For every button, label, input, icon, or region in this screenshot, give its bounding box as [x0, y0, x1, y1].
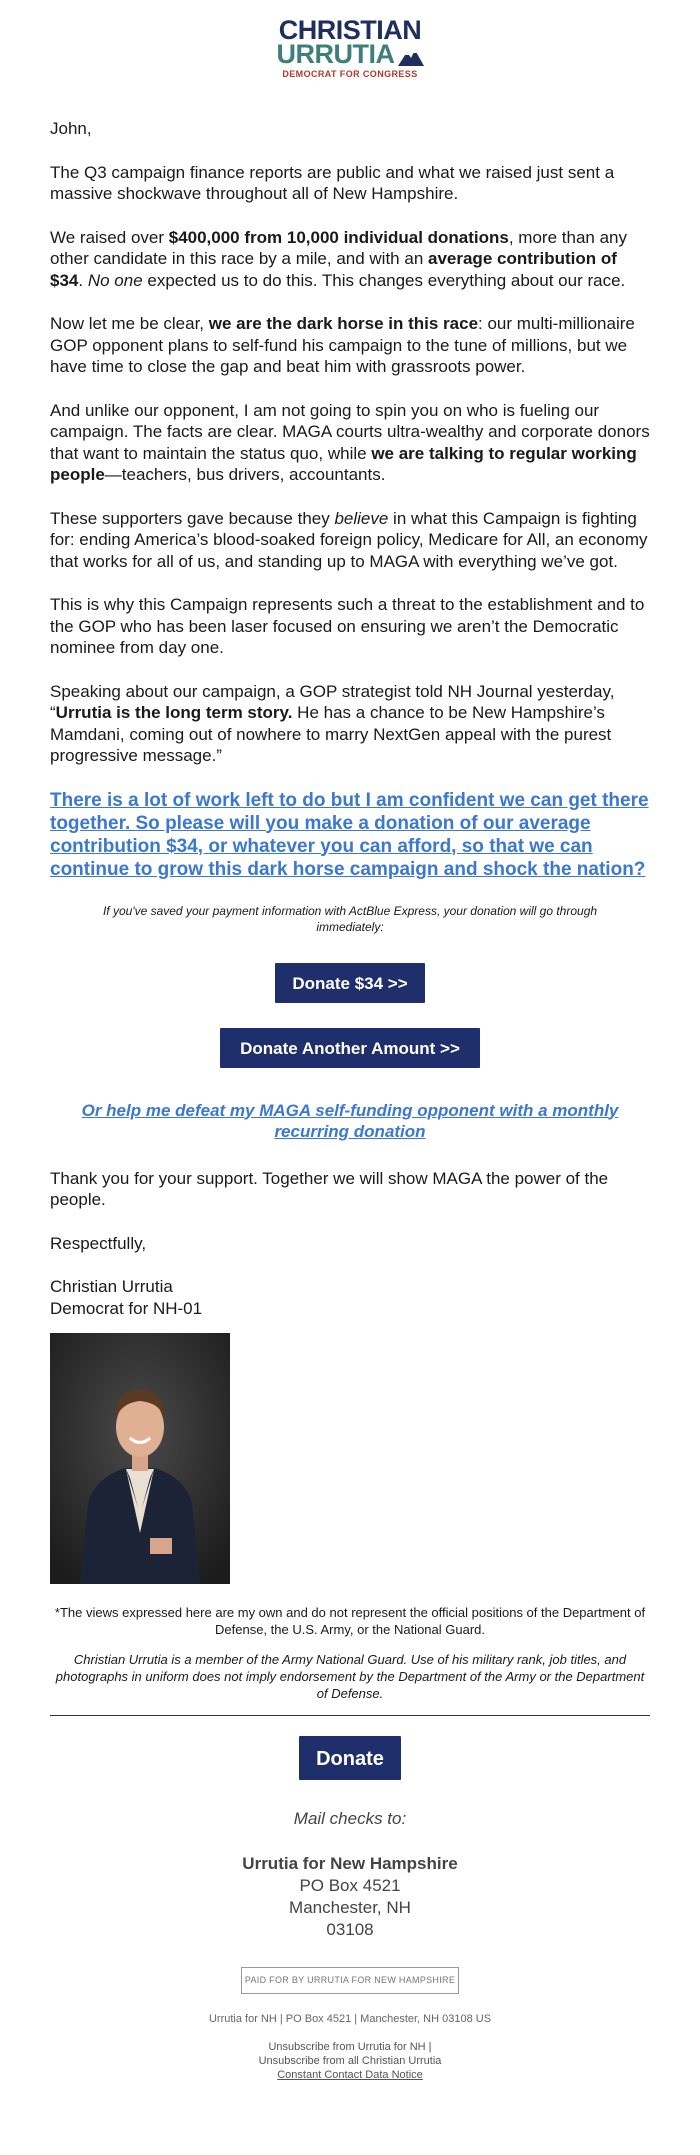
mail-org: Urrutia for New Hampshire	[242, 1853, 458, 1873]
bold-text: Urrutia is the long term story.	[55, 703, 293, 722]
signature	[50, 1276, 650, 1319]
actblue-express-note: If you've saved your payment information with ActBlue Express, your donation will go through immediately:	[102, 903, 598, 934]
logo-last-name: URRUTIA	[276, 39, 395, 69]
text: Speaking about our campaign, a GOP strategist told NH Journal yesterday, “	[50, 681, 615, 722]
monthly-donation-link[interactable]: Or help me defeat my MAGA self-funding opponent with a monthly recurring donation	[81, 1100, 619, 1141]
unsubscribe-block	[50, 2040, 650, 2082]
unsubscribe-org-link[interactable]: Unsubscribe from Urrutia for NH |	[268, 2041, 432, 2053]
text: And unlike our opponent, I am not going to spin you on who is fueling our campaign. The facts are clear. MAGA courts ultra-wealthy and corporate donors that want to maintain the status quo, while	[50, 400, 650, 463]
paragraph-4	[50, 400, 650, 486]
paid-for-box: PAID FOR BY URRUTIA FOR NEW HAMPSHIRE	[241, 1967, 459, 1995]
candidate-photo-image	[50, 1333, 230, 1584]
text: .	[78, 270, 88, 290]
text: We raised over	[50, 227, 169, 247]
donate-button[interactable]: Donate	[299, 1736, 401, 1780]
thanks-paragraph: Thank you for your support. Together we will show MAGA the power of the people.	[50, 1168, 609, 1209]
signoff: Respectfully,	[50, 1233, 147, 1253]
paragraph-6: This is why this Campaign represents such a threat to the establishment and to the GOP who has been laser focused on ensuring we aren’t the Democratic nominee from day one.	[50, 595, 645, 657]
bold-text: we are the dark horse in this race	[208, 314, 479, 333]
text: in what this Campaign is fighting for: ending America’s blood-soaked foreign policy, Medicare for All, an economy that works for all of us, and standing up to MAGA with everything we’ve got.	[50, 508, 648, 571]
text: : our multi-millionaire GOP opponent plans to self-fund his campaign to the tune of millions, but we have time to close the gap and beat him with grassroots power.	[50, 314, 635, 376]
signature-name: Christian Urrutia	[50, 1277, 173, 1296]
logo-tagline: DEMOCRAT FOR CONGRESS	[282, 69, 418, 79]
email-body	[50, 118, 650, 2082]
text: These supporters gave because they	[50, 508, 335, 528]
italic-text: believe	[334, 508, 389, 528]
paragraph-1: The Q3 campaign finance reports are public and what we raised just sent a massive shockwave throughout all of New Hampshire.	[50, 162, 615, 203]
candidate-photo	[50, 1333, 230, 1584]
footer-address: Urrutia for NH | PO Box 4521 | Manchester, NH 03108 US	[208, 2013, 492, 2025]
data-notice-link[interactable]: Constant Contact Data Notice	[277, 2069, 423, 2081]
divider	[50, 1715, 650, 1716]
mountain-icon	[398, 48, 424, 66]
disclaimer-national-guard: Christian Urrutia is a member of the Army National Guard. Use of his military rank, job titles, and photographs in uniform does not imply endorsement by the Department of the Army or the Department of Defense.	[55, 1652, 645, 1701]
paragraph-7	[50, 681, 650, 767]
donate-appeal-link[interactable]: There is a lot of work left to do but I am confident we can get there together. So please will you make a donation of our average contribution $34, or whatever you can afford, so that we can continue to grow this dark horse campaign and shock the nation?	[50, 789, 649, 880]
donate-another-amount-button[interactable]: Donate Another Amount >>	[220, 1028, 480, 1068]
disclaimer-views: *The views expressed here are my own and do not represent the official positions of the Department of Defense, the U.S. Army, or the National Guard.	[54, 1605, 646, 1637]
text: , more than any other candidate in this race by a mile, and with an	[50, 227, 627, 268]
signature-title: Democrat for NH-01	[50, 1298, 203, 1318]
mailing-address	[50, 1853, 650, 1941]
paragraph-3	[50, 313, 650, 378]
bold-text: average contribution of $34	[50, 249, 617, 290]
greeting: John,	[50, 119, 92, 138]
paragraph-2	[50, 227, 650, 292]
paragraph-5	[50, 508, 650, 573]
mail-city: Manchester, NH	[289, 1897, 411, 1917]
mail-po-box: PO Box 4521	[299, 1875, 401, 1895]
text: He has a chance to be New Hampshire’s Mamdani, coming out of nowhere to marry NextGen appeal with the purest progressive message.”	[50, 703, 612, 765]
bold-text: we are talking to regular working people	[50, 443, 637, 484]
italic-text: No one	[87, 270, 143, 290]
mail-zip: 03108	[326, 1919, 374, 1939]
mail-checks-label: Mail checks to:	[293, 1809, 407, 1828]
campaign-logo	[50, 0, 650, 78]
text: expected us to do this. This changes everything about our race.	[142, 270, 626, 290]
logo-first-name: CHRISTIAN	[278, 15, 422, 45]
unsubscribe-all-link[interactable]: Unsubscribe from all Christian Urrutia	[258, 2055, 442, 2067]
text: Now let me be clear,	[50, 314, 209, 333]
donate-34-button[interactable]: Donate $34 >>	[275, 963, 425, 1003]
text: —teachers, bus drivers, accountants.	[104, 465, 386, 484]
bold-text: $400,000 from 10,000 individual donations	[168, 227, 509, 247]
footer	[50, 1808, 650, 2082]
